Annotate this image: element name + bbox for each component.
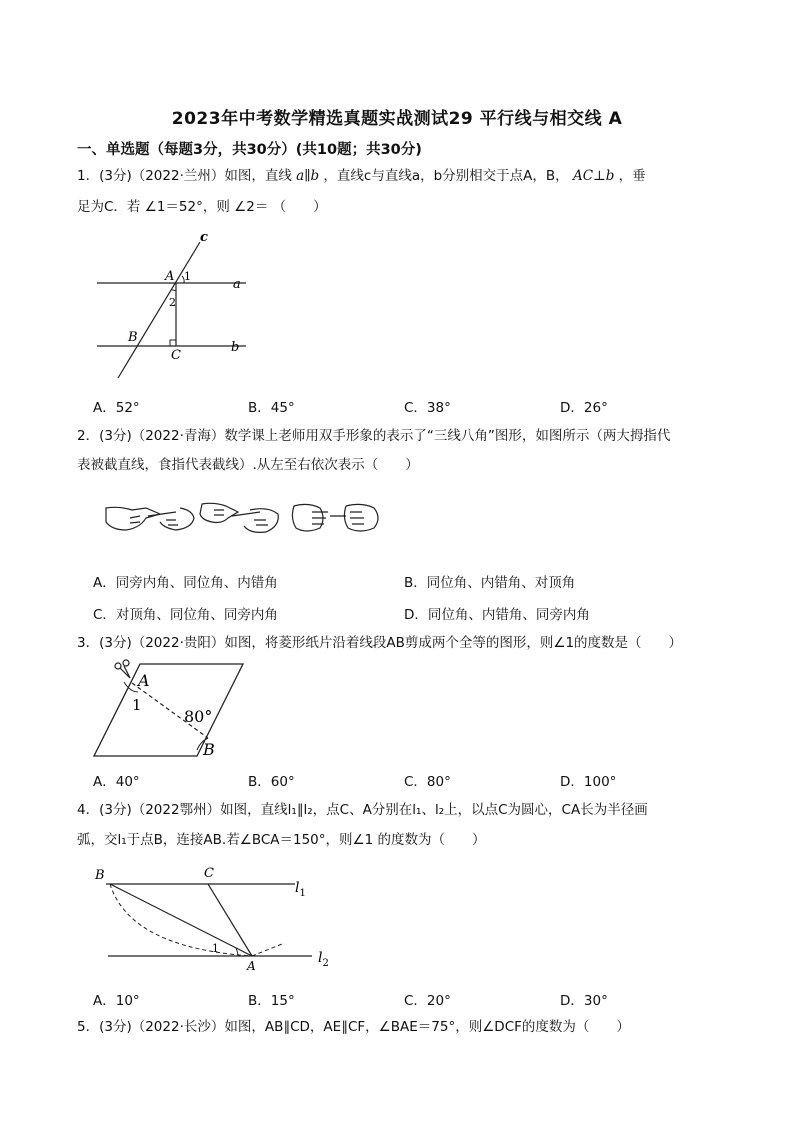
question-1-line-2: 足为C．若 ∠1＝52°，则 ∠2＝ （ ）	[77, 199, 327, 215]
line-c	[118, 242, 200, 378]
label-A: A	[165, 269, 175, 284]
question-4-line-1: 4．(3分)（2022鄂州）如图，直线l₁∥l₂，点C、A分别在l₁、l₂上，以点C为圆心，CA长为半径画	[77, 802, 648, 818]
q3-option-a[interactable]: A．40°	[93, 774, 140, 790]
q4-figure	[90, 862, 340, 974]
label-l2: $l_2$	[318, 950, 329, 969]
label-b: b	[231, 340, 240, 355]
q1-option-a[interactable]: A．52°	[93, 400, 140, 416]
q3-option-c[interactable]: C．80°	[404, 774, 451, 790]
label-B: B	[128, 330, 138, 345]
right-angle-mark	[170, 340, 176, 346]
label-a: a	[233, 277, 241, 292]
label-angle-1: 1	[132, 696, 142, 714]
question-1-line-1	[77, 161, 727, 192]
q1-text-b: ，直线c与直线a，b分别相交于点A，B，	[323, 168, 569, 184]
q3-option-d[interactable]: D．100°	[560, 774, 617, 790]
q1-math-ac-perp-b: AC⊥b	[572, 168, 615, 184]
q2-option-b[interactable]: B．同位角、内错角、对顶角	[404, 575, 576, 591]
angle-2-arc	[172, 290, 176, 291]
label-angle-1: 1	[212, 942, 219, 955]
q4-option-a[interactable]: A．10°	[93, 993, 140, 1009]
q1-option-d[interactable]: D．26°	[560, 400, 608, 416]
scissors-icon	[115, 660, 130, 678]
q2-option-c[interactable]: C．对顶角、同位角、同旁内角	[93, 607, 278, 623]
q2-hands-figure	[100, 494, 390, 538]
label-C: C	[204, 866, 214, 881]
hands-pair-2	[200, 503, 278, 532]
q2-option-d[interactable]: D．同位角、内错角、同旁内角	[404, 607, 590, 623]
q3-rhombus-figure	[90, 658, 250, 762]
q4-option-d[interactable]: D．30°	[560, 993, 608, 1009]
question-5-line-1: 5．(3分)（2022·长沙）如图，AB∥CD，AE∥CF，∠BAE＝75°，则∠DCF的度数为（ ）	[77, 1019, 630, 1035]
question-2-line-1: 2．(3分)（2022·青海）数学课上老师用双手形象的表示了“三线八角”图形，如图所示（两大拇指代	[77, 428, 671, 444]
hands-pair-1	[106, 507, 194, 530]
label-A: A	[247, 959, 256, 973]
label-B: B	[95, 868, 105, 883]
q1-text-c: ，垂	[618, 168, 646, 184]
page-title: 2023年中考数学精选真题实战测试29 平行线与相交线 A	[171, 109, 623, 129]
label-angle-2: 2	[169, 296, 176, 309]
question-4-line-2: 弧，交l₁于点B，连接AB.若∠BCA＝150°，则∠1 的度数为（ ）	[77, 832, 486, 848]
q1-text-a: 1．(3分)（2022·兰州）如图，直线	[77, 168, 292, 184]
q3-option-b[interactable]: B．60°	[248, 774, 295, 790]
label-B: B	[203, 740, 215, 759]
q1-option-c[interactable]: C．38°	[404, 400, 451, 416]
label-angle-1: 1	[184, 270, 191, 283]
q1-math-a-parallel-b: a∥b	[296, 168, 320, 184]
q4-option-c[interactable]: C．20°	[404, 993, 451, 1009]
hands-pair-3	[292, 504, 378, 531]
q4-option-b[interactable]: B．15°	[248, 993, 295, 1009]
label-l1: $l_1$	[295, 880, 306, 899]
q1-option-b[interactable]: B．45°	[248, 400, 295, 416]
dashed-ray	[252, 944, 282, 956]
question-2-line-2: 表被截直线，食指代表截线）.从左至右依次表示（ ）	[77, 457, 419, 473]
section-heading: 一、单选题（每题3分，共30分）(共10题；共30分)	[77, 142, 422, 158]
q1-figure	[90, 228, 260, 384]
label-c: c	[200, 230, 208, 245]
label-C: C	[171, 348, 181, 363]
label-A: A	[138, 671, 150, 690]
question-3-line-1: 3．(3分)（2022·贵阳）如图，将菱形纸片沿着线段AB剪成两个全等的图形，则∠1的度数是（ ）	[77, 635, 683, 651]
label-80-degrees: 80°	[184, 707, 213, 726]
q2-option-a[interactable]: A．同旁内角、同位角、内错角	[93, 575, 278, 591]
